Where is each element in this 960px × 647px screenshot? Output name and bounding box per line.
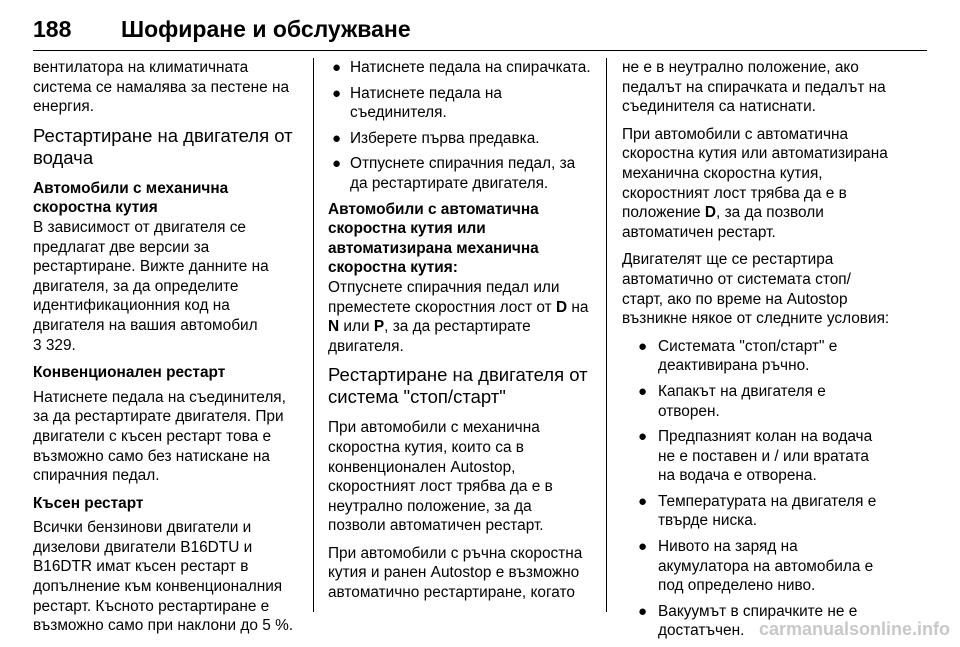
subheading-conventional-restart: Конвенционален рестарт [33, 364, 226, 382]
column-divider-left [313, 58, 314, 612]
column-3 [622, 58, 890, 647]
page-header [33, 10, 927, 51]
bullet-icon: ● [638, 428, 648, 446]
heading-system-restart: Рестартиране на двигателя от система "стоп/старт" [328, 364, 588, 408]
page-reference-link[interactable]: 3 329. [33, 336, 76, 354]
page-number: 188 [33, 16, 72, 42]
bullet-icon: ● [638, 602, 648, 620]
bullet-icon: ● [332, 155, 342, 173]
column-divider-right [606, 58, 607, 612]
short-restart-paragraph: Всички бензинови двигатели и дизелови двигатели B16DTU и B16DTR имат късен рестарт в допълнение към конвенционалния рестарт. Късното рестартиране е възможно само при наклони до 5 %. [33, 519, 294, 635]
heading-driver-restart: Рестартиране на двигателя от водача [33, 124, 293, 168]
continuation-paragraph: не е в неутрално положение, ако педалът на спирачката и педалът на съединителя са натиснати. [622, 59, 886, 116]
subheading-short-restart: Късен рестарт [33, 494, 144, 512]
column-1 [33, 58, 301, 644]
list-item: ● Системата "стоп/старт" е деактивирана ръчно. [638, 337, 838, 375]
watermark: carmanualsonline.info [758, 619, 950, 639]
list-item: ● Вакуумът в спирачките не е достатъчен. [638, 602, 858, 640]
page-title: Шофиране и обслужване [121, 16, 411, 42]
system-hand-paragraph: При автомобили с ръчна скоростна кутия и ранен Autostop е възможно автоматично рестартиране, когато [328, 544, 583, 602]
conditions-intro-paragraph: Двигателят ще се рестартира автоматично от системата стоп/старт, ако по време на Autostop възникне някое от следните условия: [622, 251, 890, 328]
list-item: ● Натиснете педала на съединителя. [332, 84, 502, 122]
list-item: ● Изберете първа предавка. [332, 129, 540, 147]
list-item: ● Отпуснете спирачния педал, за да рестартирате двигателя. [332, 155, 576, 192]
automatic-gearbox-paragraph: Отпуснете спирачния педал или преместете скоростния лост от D на N или P, за да рестартирате двигателя. [328, 278, 589, 355]
conditions-list [622, 337, 890, 641]
list-item: ● Капакът на двигателя е отворен. [638, 382, 826, 420]
bullet-icon: ● [332, 129, 342, 147]
bullet-icon: ● [638, 538, 648, 556]
bullet-icon: ● [638, 382, 648, 400]
manual-gearbox-paragraph [33, 218, 301, 355]
manual-gearbox-text: В зависимост от двигателя се предлагат две версии за рестартиране. Вижте данните на двигателя, за да определите идентификационния код на двигателя на вашия автомобил [33, 218, 269, 334]
list-item: ● Нивото на заряд на акумулатора на автомобила е под определено ниво. [638, 538, 874, 595]
bullet-icon: ● [638, 337, 648, 355]
bullet-icon: ● [332, 59, 342, 76]
bullet-icon: ● [638, 492, 648, 510]
restart-steps-list [328, 58, 593, 194]
bullet-icon: ● [332, 84, 342, 102]
conventional-restart-paragraph: Натиснете педала на съединителя, за да рестартирате двигателя. При двигатели с късен рестарт това е възможно само без натискане на спирачния педал. [33, 388, 286, 485]
column-2 [328, 58, 593, 611]
subheading-automatic-gearbox: Автомобили с автоматична скоростна кутия или автоматизирана механична скоростна кутия: [328, 200, 539, 277]
subheading-manual-gearbox: Автомобили с механична скоростна кутия [33, 179, 229, 217]
list-item: ● Температурата на двигателя е твърде ниска. [638, 492, 877, 530]
list-item: ● Предпазният колан на водача не е поставен и / или вратата на водача е отворена. [638, 428, 873, 485]
automatic-position-paragraph: При автомобили с автоматична скоростна кутия или автоматизирана механична скоростна кутия, скоростният лост трябва да е в положение D, за да позволи автоматичен рестарт. [622, 125, 888, 241]
intro-paragraph: вентилатора на климатичната система се намалява за пестене на енергия. [33, 59, 290, 116]
list-item: ● Натиснете педала на спирачката. [332, 59, 591, 76]
system-manual-paragraph: При автомобили с механична скоростна кутия, които са в конвенционален Autostop, скоростният лост трябва да е в неутрално положение, за да позволи автоматичен рестарт. [328, 419, 553, 535]
